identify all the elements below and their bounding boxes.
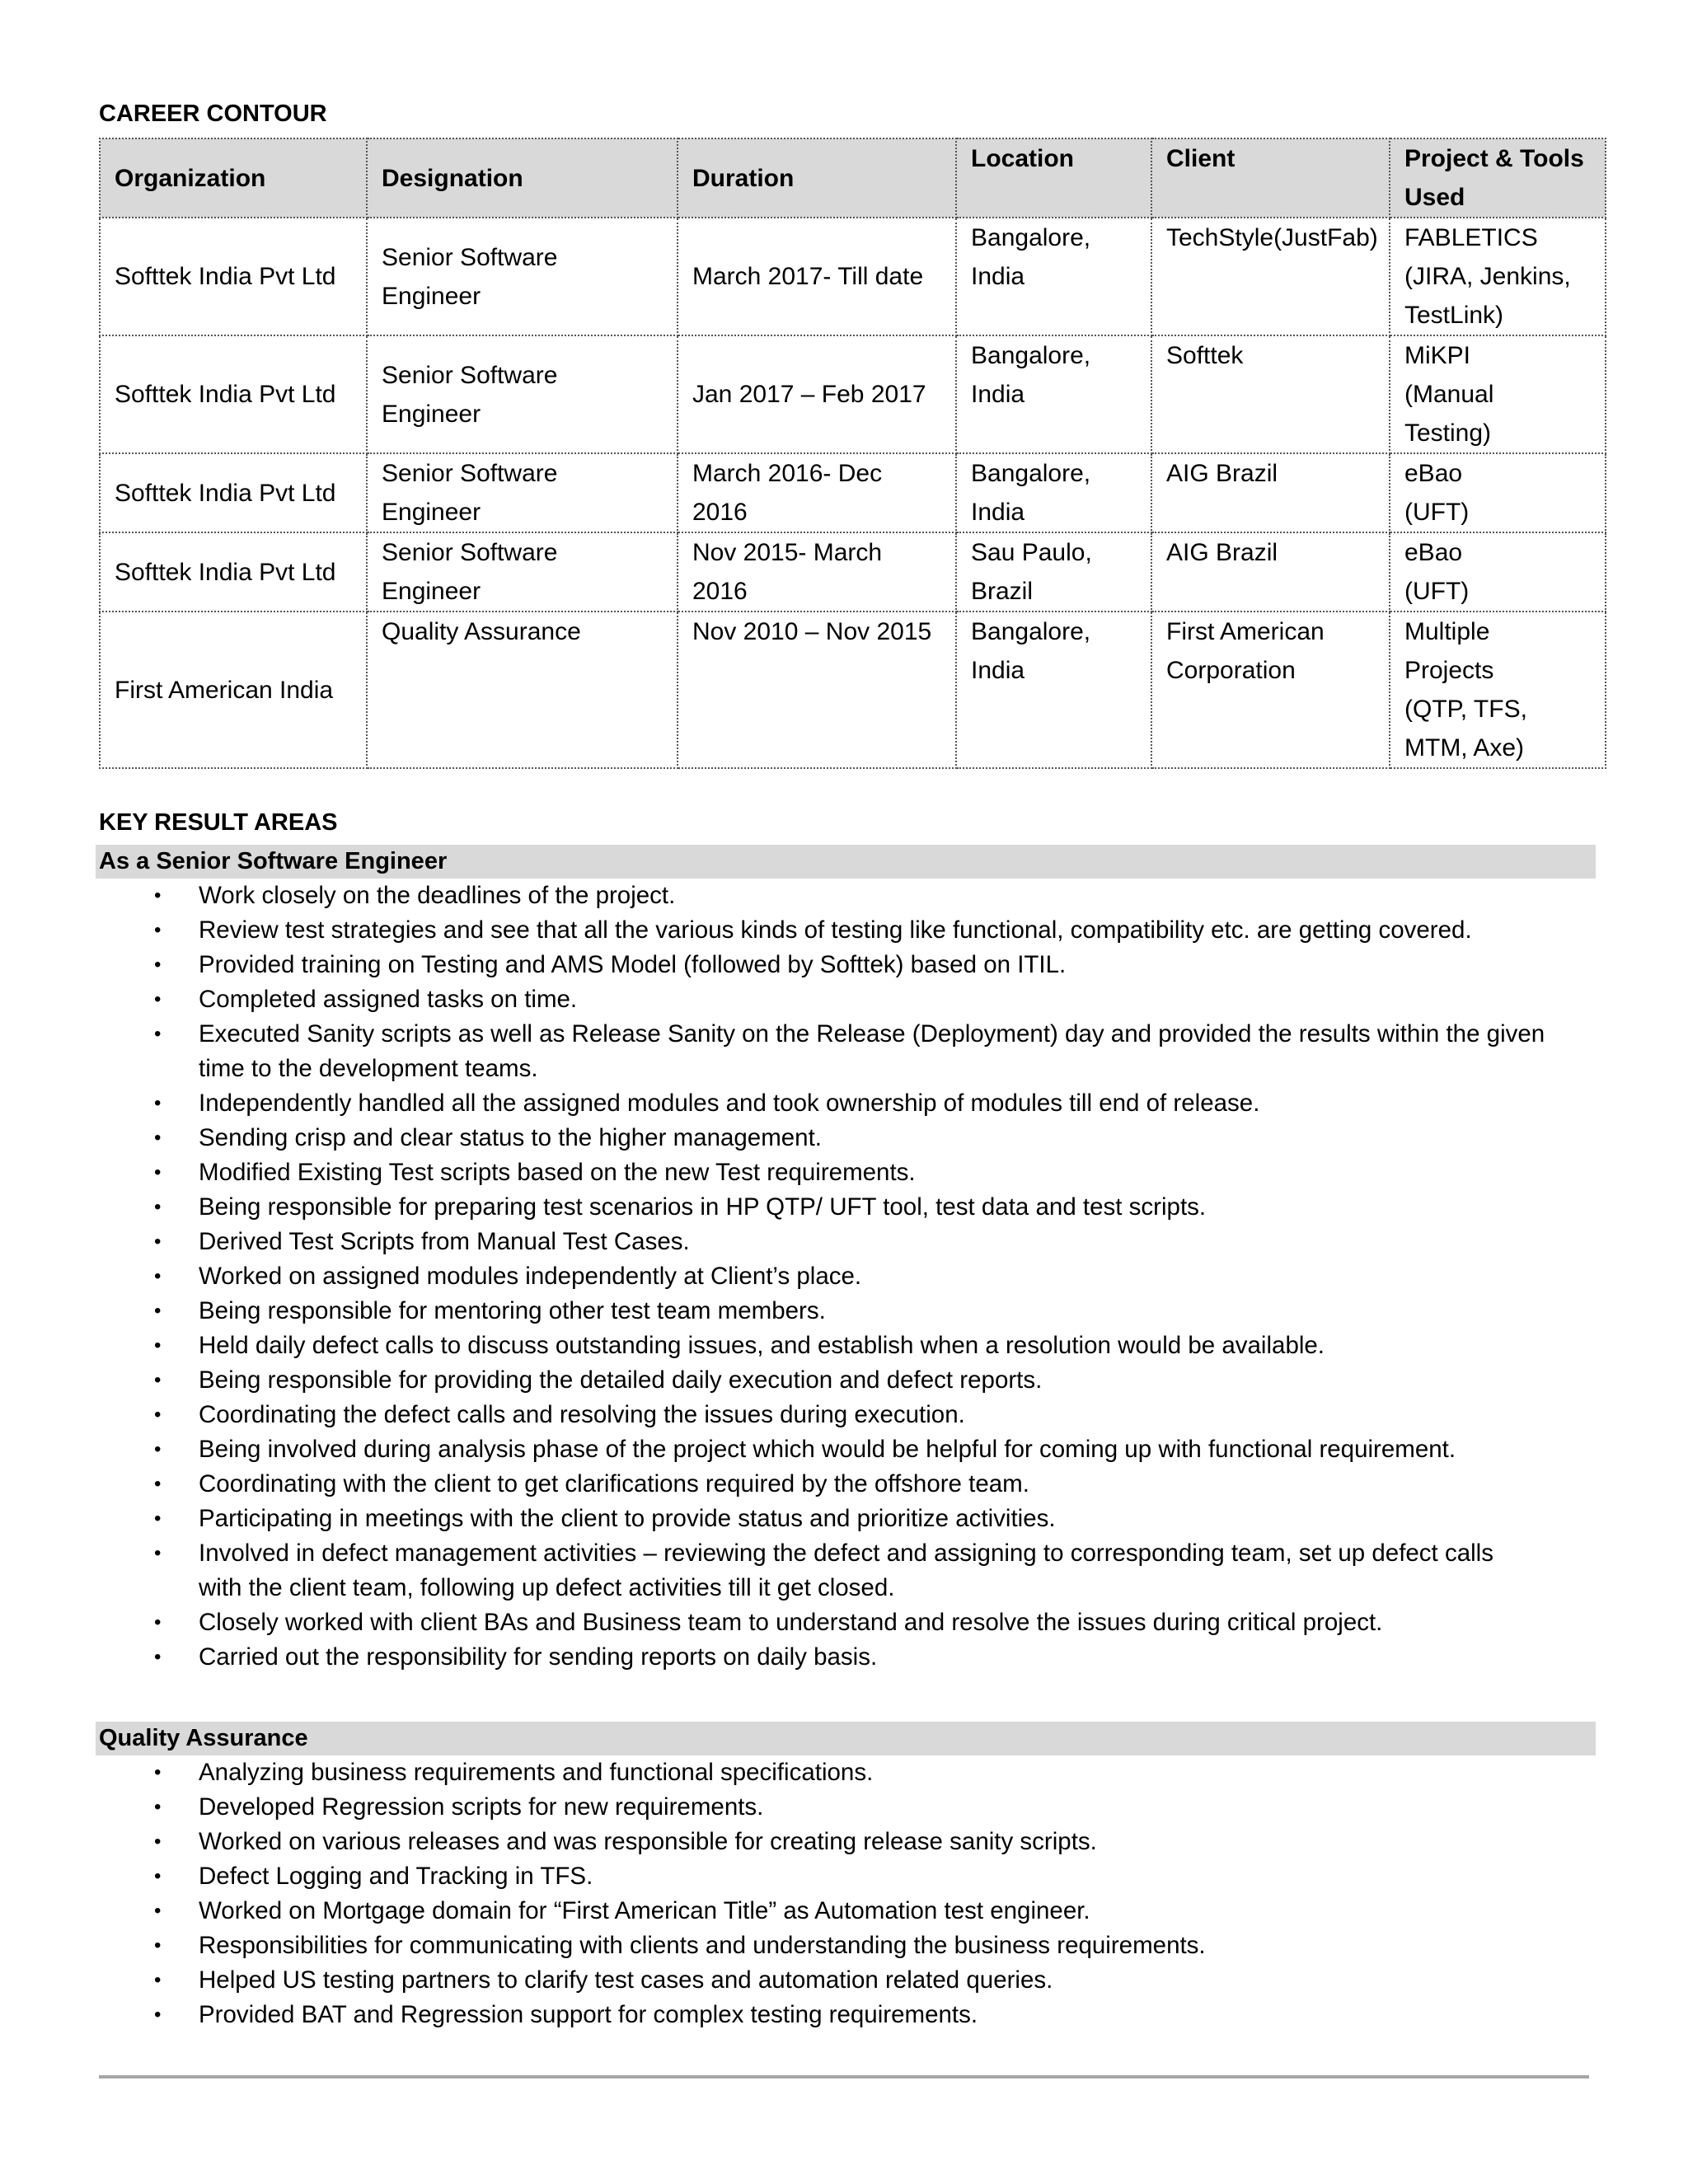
cell-line: Senior Software [382,460,558,487]
cell-line: India [971,263,1025,290]
list-item [0,982,1592,1017]
cell-designation [367,453,678,532]
career-table [99,138,1606,769]
career-contour-title: CAREER CONTOUR [99,101,327,127]
cell-organization: First American India [100,612,367,768]
bullet-icon: • [154,1830,162,1853]
cell-line: Sau Paulo, [971,539,1092,566]
header-designation: Designation [367,138,678,218]
list-item [0,879,1592,913]
cell-line: Testing) [1404,419,1492,447]
list-item [0,1502,1592,1536]
cell-location [956,335,1151,453]
table-row [100,335,1606,453]
cell-location [956,532,1151,612]
cell-client: AIG Brazil [1151,532,1390,612]
cell-project [1390,612,1606,768]
list-item-text: Being involved during analysis phase of the project which would be helpful for coming up with functional requirement. [199,1436,1456,1463]
bullet-icon: • [154,1230,162,1253]
list-item-text: Developed Regression scripts for new requirements. [199,1793,764,1821]
cell-project [1390,532,1606,612]
list-item [0,1963,1592,1998]
bullet-icon: • [154,1542,162,1564]
header-project-line1: Project & Tools [1404,145,1584,172]
list-item-text: Review test strategies and see that all the various kinds of testing like functional, compatibility etc. are getting covered. [199,916,1472,944]
header-location: Location [956,138,1151,218]
list-item-text: Completed assigned tasks on time. [199,986,578,1013]
list-item [0,1640,1592,1675]
cell-line: Bangalore, [971,342,1091,369]
table-row [100,532,1606,612]
list-item [0,1894,1592,1929]
bullet-icon: • [154,1865,162,1887]
bullet-icon: • [154,1369,162,1391]
list-item-text: Work closely on the deadlines of the project. [199,882,676,909]
cell-duration: March 2017- Till date [678,218,956,335]
list-item [0,1017,1592,1086]
cell-duration: Jan 2017 – Feb 2017 [678,335,956,453]
table-row [100,453,1606,532]
cell-organization: Softtek India Pvt Ltd [100,218,367,335]
cell-line: TestLink) [1404,302,1504,329]
list-item [0,1929,1592,1963]
cell-client [1151,612,1390,768]
cell-line: Engineer [382,282,481,310]
list-item-text: Sending crisp and clear status to the higher management. [199,1124,822,1151]
list-item-text: Independently handled all the assigned modules and took ownership of modules till end of release. [199,1090,1260,1117]
cell-designation [367,335,678,453]
table-row [100,218,1606,335]
list-item [0,1432,1592,1467]
cell-duration: Nov 2010 – Nov 2015 [678,612,956,768]
list-item-text: Being responsible for preparing test scenarios in HP QTP/ UFT tool, test data and test scripts. [199,1193,1207,1221]
bullet-icon: • [154,1334,162,1357]
bullet-icon: • [154,1127,162,1149]
bullet-icon: • [154,1404,162,1426]
section-heading-senior-software-engineer: As a Senior Software Engineer [96,845,1596,879]
list-item-text: Being responsible for providing the detailed daily execution and defect reports. [199,1366,1043,1394]
cell-project [1390,335,1606,453]
cell-line: 2016 [692,499,748,526]
list-item [0,1294,1592,1329]
cell-line: (UFT) [1404,499,1470,526]
list-item [0,1329,1592,1363]
bullet-icon: • [154,2004,162,2026]
header-duration: Duration [678,138,956,218]
cell-line: Senior Software [382,361,558,389]
list-item-text: Closely worked with client BAs and Business team to understand and resolve the issues during critical project. [199,1609,1383,1636]
bullet-icon: • [154,1265,162,1287]
list-item-text: Responsibilities for communicating with clients and understanding the business requirements. [199,1932,1206,1959]
cell-line: eBao [1404,460,1463,487]
list-item-text: Worked on Mortgage domain for “First American Title” as Automation test engineer. [199,1897,1090,1924]
cell-line: Engineer [382,578,481,605]
list-item [0,1790,1592,1825]
list-item [0,1190,1592,1225]
bullet-icon: • [154,1438,162,1460]
quality-assurance-list [0,1755,1592,2032]
list-item [0,1998,1592,2032]
list-item [0,1467,1592,1502]
list-item-text: Worked on various releases and was responsible for creating release sanity scripts. [199,1828,1097,1855]
bullet-icon: • [154,954,162,976]
cell-line: India [971,657,1025,684]
cell-line: Engineer [382,400,481,428]
list-item [0,1225,1592,1259]
header-project-tools [1390,138,1606,218]
list-item [0,1086,1592,1121]
footer-divider [99,2075,1589,2079]
bullet-icon: • [154,1196,162,1218]
bullet-icon: • [154,1611,162,1633]
cell-line: Bangalore, [971,618,1091,645]
cell-line: India [971,499,1025,526]
cell-line: Projects [1404,657,1494,684]
cell-designation: Quality Assurance [367,612,678,768]
list-item-text: with the client team, following up defect activities till it get closed. [199,1574,895,1601]
career-table-header-row [100,138,1606,218]
table-row [100,612,1606,768]
list-item [0,913,1592,948]
bullet-icon: • [154,884,162,907]
list-item-text: Provided training on Testing and AMS Model (followed by Softtek) based on ITIL. [199,951,1067,978]
list-item-text: Provided BAT and Regression support for complex testing requirements. [199,2001,978,2028]
list-item-text: Coordinating the defect calls and resolving the issues during execution. [199,1401,965,1428]
bullet-icon: • [154,1161,162,1183]
cell-line: Senior Software [382,539,558,566]
list-item [0,1859,1592,1894]
list-item-text: Carried out the responsibility for sending reports on daily basis. [199,1643,878,1671]
list-item-text: Participating in meetings with the client to provide status and prioritize activities. [199,1505,1056,1532]
cell-line: Engineer [382,499,481,526]
cell-project [1390,453,1606,532]
list-item [0,1605,1592,1640]
cell-client: TechStyle(JustFab) [1151,218,1390,335]
cell-line: India [971,381,1025,408]
cell-line: (UFT) [1404,578,1470,605]
cell-line: First American [1166,618,1325,645]
cell-location [956,453,1151,532]
list-item-text: Worked on assigned modules independently at Client’s place. [199,1263,862,1290]
cell-line: MiKPI [1404,342,1471,369]
cell-organization: Softtek India Pvt Ltd [100,335,367,453]
cell-line: Nov 2015- March [692,539,883,566]
bullet-icon: • [154,1092,162,1114]
bullet-icon: • [154,1507,162,1530]
bullet-icon: • [154,1300,162,1322]
cell-line: Brazil [971,578,1034,605]
bullet-icon: • [154,1900,162,1922]
list-item [0,948,1592,982]
list-item-text: Being responsible for mentoring other test team members. [199,1297,826,1324]
list-item [0,1259,1592,1294]
list-item [0,1536,1592,1605]
cell-line: Senior Software [382,243,558,271]
cell-line: 2016 [692,578,748,605]
list-item-text: Modified Existing Test scripts based on the new Test requirements. [199,1159,916,1186]
bullet-icon: • [154,1761,162,1783]
bullet-icon: • [154,1646,162,1668]
bullet-icon: • [154,1796,162,1818]
cell-designation [367,218,678,335]
cell-designation [367,532,678,612]
bullet-icon: • [154,988,162,1010]
cell-line: (QTP, TFS, [1404,696,1527,723]
header-project-line2: Used [1404,184,1465,211]
cell-line: Bangalore, [971,460,1091,487]
cell-line: FABLETICS [1404,224,1538,251]
cell-line: MTM, Axe) [1404,734,1525,762]
cell-project [1390,218,1606,335]
key-result-areas-title: KEY RESULT AREAS [99,809,338,836]
bullet-icon: • [154,1023,162,1045]
list-item [0,1755,1592,1790]
list-item-text: Coordinating with the client to get clarifications required by the offshore team. [199,1470,1029,1497]
cell-line: Corporation [1166,657,1296,684]
cell-line: (JIRA, Jenkins, [1404,263,1571,290]
cell-client: Softtek [1151,335,1390,453]
cell-line: (Manual [1404,381,1494,408]
list-item [0,1825,1592,1859]
list-item-text: Executed Sanity scripts as well as Release Sanity on the Release (Deployment) day and provided the results within the given [199,1020,1545,1047]
list-item-text: Defect Logging and Tracking in TFS. [199,1863,593,1890]
list-item-text: Analyzing business requirements and functional specifications. [199,1759,874,1786]
list-item [0,1363,1592,1398]
list-item-text: Held daily defect calls to discuss outstanding issues, and establish when a resolution would be available. [199,1332,1325,1359]
header-organization: Organization [100,138,367,218]
bullet-icon: • [154,1934,162,1957]
bullet-icon: • [154,1969,162,1991]
cell-client: AIG Brazil [1151,453,1390,532]
list-item-text: Helped US testing partners to clarify test cases and automation related queries. [199,1966,1053,1994]
bullet-icon: • [154,1473,162,1495]
cell-duration [678,532,956,612]
list-item [0,1398,1592,1432]
cell-line: March 2016- Dec [692,460,883,487]
senior-software-engineer-list [0,879,1592,1675]
list-item-text: time to the development teams. [199,1055,538,1082]
list-item [0,1121,1592,1155]
cell-line: Bangalore, [971,224,1091,251]
header-client: Client [1151,138,1390,218]
list-item [0,1155,1592,1190]
section-heading-quality-assurance: Quality Assurance [96,1722,1596,1755]
cell-location [956,612,1151,768]
list-item-text: Involved in defect management activities – reviewing the defect and assigning to corresponding team, set up defect calls [199,1540,1493,1567]
cell-organization: Softtek India Pvt Ltd [100,453,367,532]
list-item-text: Derived Test Scripts from Manual Test Cases. [199,1228,690,1255]
cell-duration [678,453,956,532]
cell-line: eBao [1404,539,1463,566]
cell-line: Multiple [1404,618,1490,645]
bullet-icon: • [154,919,162,941]
cell-location [956,218,1151,335]
cell-organization: Softtek India Pvt Ltd [100,532,367,612]
